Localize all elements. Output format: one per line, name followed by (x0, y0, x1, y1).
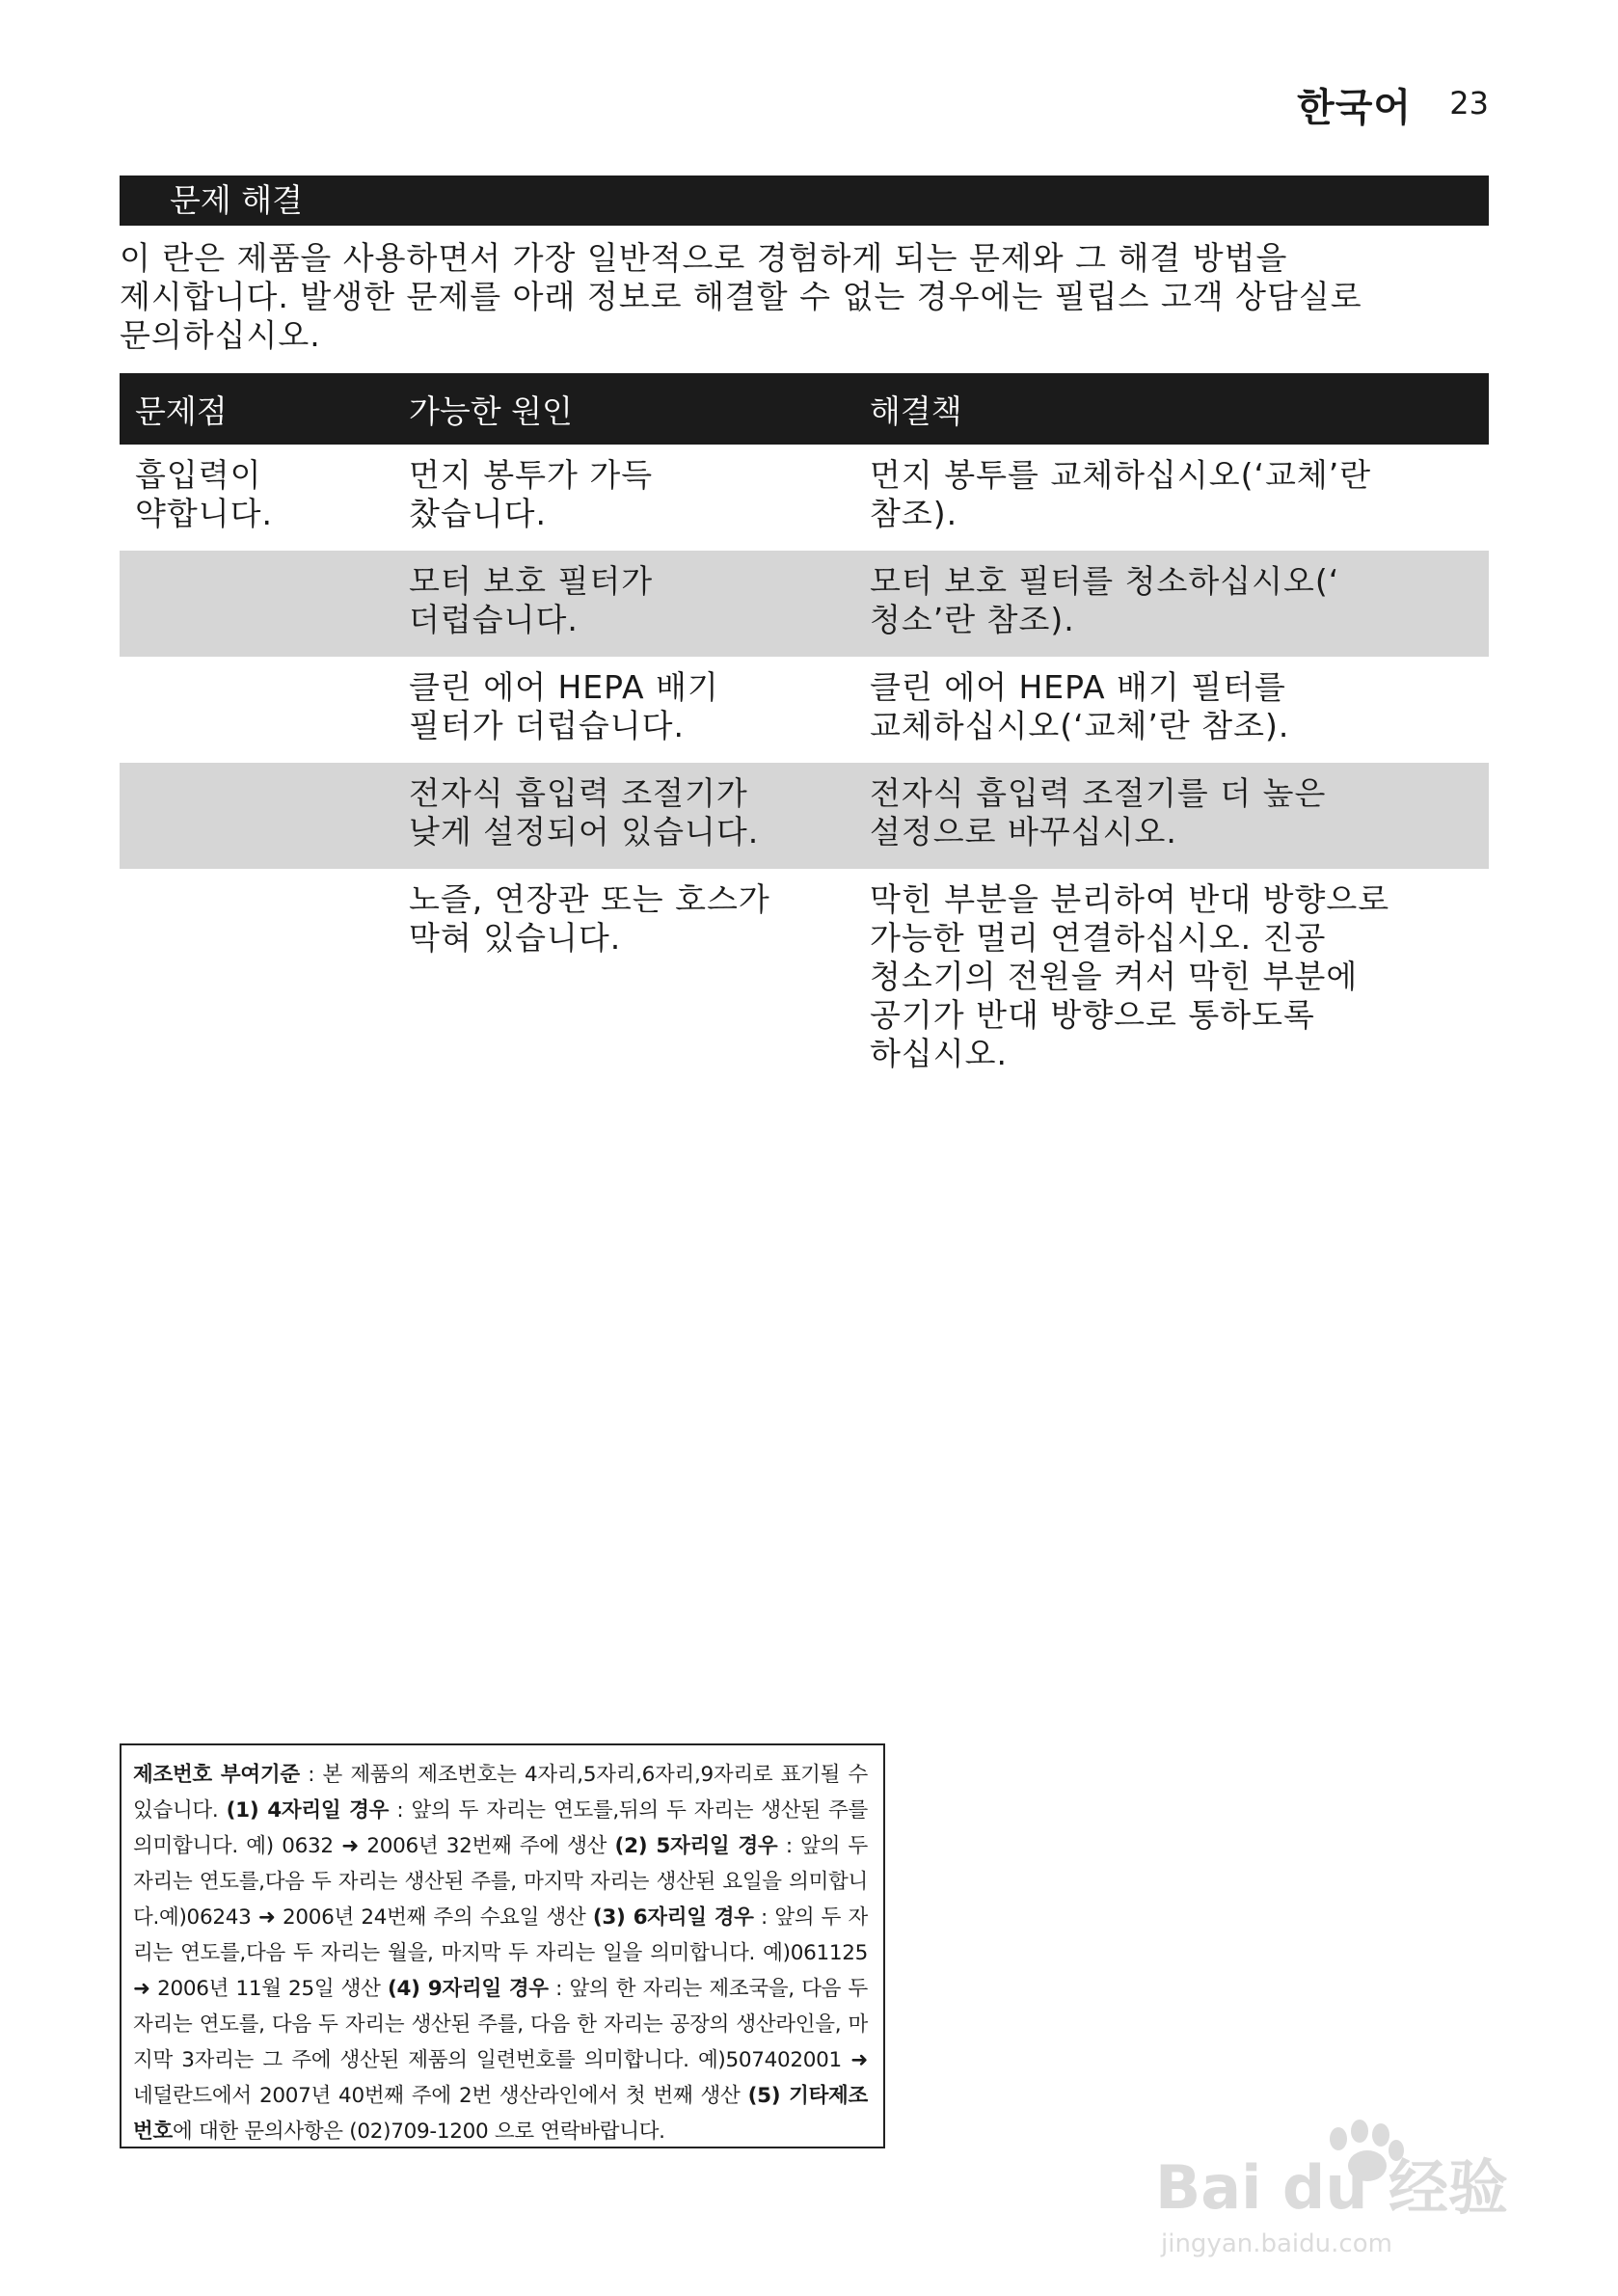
problem-cell (120, 551, 409, 657)
table-row (120, 763, 1489, 869)
table-header (120, 373, 1489, 445)
cause-cell: 클린 에어 HEPA 배기 필터가 더럽습니다. (409, 668, 719, 744)
table-row (120, 869, 1489, 1091)
problem-cell (120, 657, 409, 763)
problem-cell: 흡입력이 약합니다. (135, 456, 274, 532)
problem-cell (120, 763, 409, 869)
header-problem: 문제점 (135, 392, 228, 430)
section-title: 문제 해결 (120, 176, 1489, 226)
baidu-watermark (1155, 2073, 1541, 2266)
header-cause: 가능한 원인 (409, 392, 573, 430)
watermark-url: jingyan.baidu.com (1161, 2229, 1392, 2258)
table-row (120, 445, 1489, 551)
solution-cell: 막힌 부분을 분리하여 반대 방향으로 가능한 멀리 연결하십시오. 진공 청소기의 전원을 켜서 막힌 부분에 공기가 반대 방향으로 통하도록 하십시오. (870, 880, 1390, 1072)
notice-text: 제조번호 부여기준 : 본 제품의 제조번호는 4자리,5자리,6자리,9자리로 표기될 수 있습니다. (1) 4자리일 경우 : 앞의 두 자리는 연도를,뒤의 두 자리는 생산된 주를 의미합니다. 예) 0632 ➜ 2006년 32번째 주에 생산 (2) 5자리일 경우 : 앞의 두 자리는 연도를,다음 두 자리는 생산된 주를, 마지막 자리는 생산된 요일을 의미합니다.예)06243 ➜ 2006년 24번째 주의 수요일 생산 (3) 6자리일 경우 : 앞의 두 자리는 연도를,다음 두 자리는 월을, 마지막 두 자리는 일을 의미합니다. 예)061125 ➜ 2006년 11월 25일 생산 (4) 9자리일 경우 : 앞의 한 자리는 제조국을, 다음 두 자리는 연도를, 다음 두 자리는 생산된 주를, 다음 한 자리는 공장의 생산라인을, 마지막 3자리는 그 주에 생산된 제품의 일련번호를 의미합니다. 예)507402001 ➜ 네덜란드에서 2007년 40번째 주에 2번 생산라인에서 첫 번째 생산 (5) 기타제조번호에 대한 문의사항은 (02)709-1200 으로 연락바랍니다. (133, 1763, 868, 2144)
arrow-icon: ➜ (133, 1977, 150, 2001)
solution-cell: 먼지 봉투를 교체하십시오(‘교체’란 참조). (870, 456, 1372, 532)
page-number: 23 (1449, 85, 1489, 122)
solution-cell: 전자식 흡입력 조절기를 더 높은 설정으로 바꾸십시오. (870, 774, 1327, 851)
table-row (120, 657, 1489, 763)
arrow-icon: ➜ (257, 1905, 276, 1930)
cause-cell: 먼지 봉투가 가득 찼습니다. (409, 456, 654, 532)
notice-title: 제조번호 부여기준 (133, 1763, 300, 1787)
cause-cell: 전자식 흡입력 조절기가 낮게 설정되어 있습니다. (409, 774, 760, 851)
serial-number-notice (120, 1743, 885, 2148)
table-row (120, 551, 1489, 657)
language-label: 한국어 (1297, 86, 1412, 130)
troubleshooting-table (120, 373, 1489, 1091)
cause-cell: 모터 보호 필터가 더럽습니다. (409, 562, 654, 638)
arrow-icon: ➜ (850, 2048, 868, 2072)
problem-cell (120, 869, 409, 1091)
header-solution: 해결책 (870, 392, 962, 430)
solution-cell: 모터 보호 필터를 청소하십시오(‘ 청소’란 참조). (870, 562, 1340, 638)
intro-text: 이 란은 제품을 사용하면서 가장 일반적으로 경험하게 되는 문제와 그 해결 방법을 제시합니다. 발생한 문제를 아래 정보로 해결할 수 없는 경우에는 필립스 고객 상담실로 문의하십시오. (120, 239, 1362, 354)
cause-cell: 노즐, 연장관 또는 호스가 막혀 있습니다. (409, 880, 770, 957)
watermark-brand: Bai du 经验 (1155, 2152, 1509, 2223)
solution-cell: 클린 에어 HEPA 배기 필터를 교체하십시오(‘교체’란 참조). (870, 668, 1290, 744)
arrow-icon: ➜ (341, 1834, 359, 1858)
